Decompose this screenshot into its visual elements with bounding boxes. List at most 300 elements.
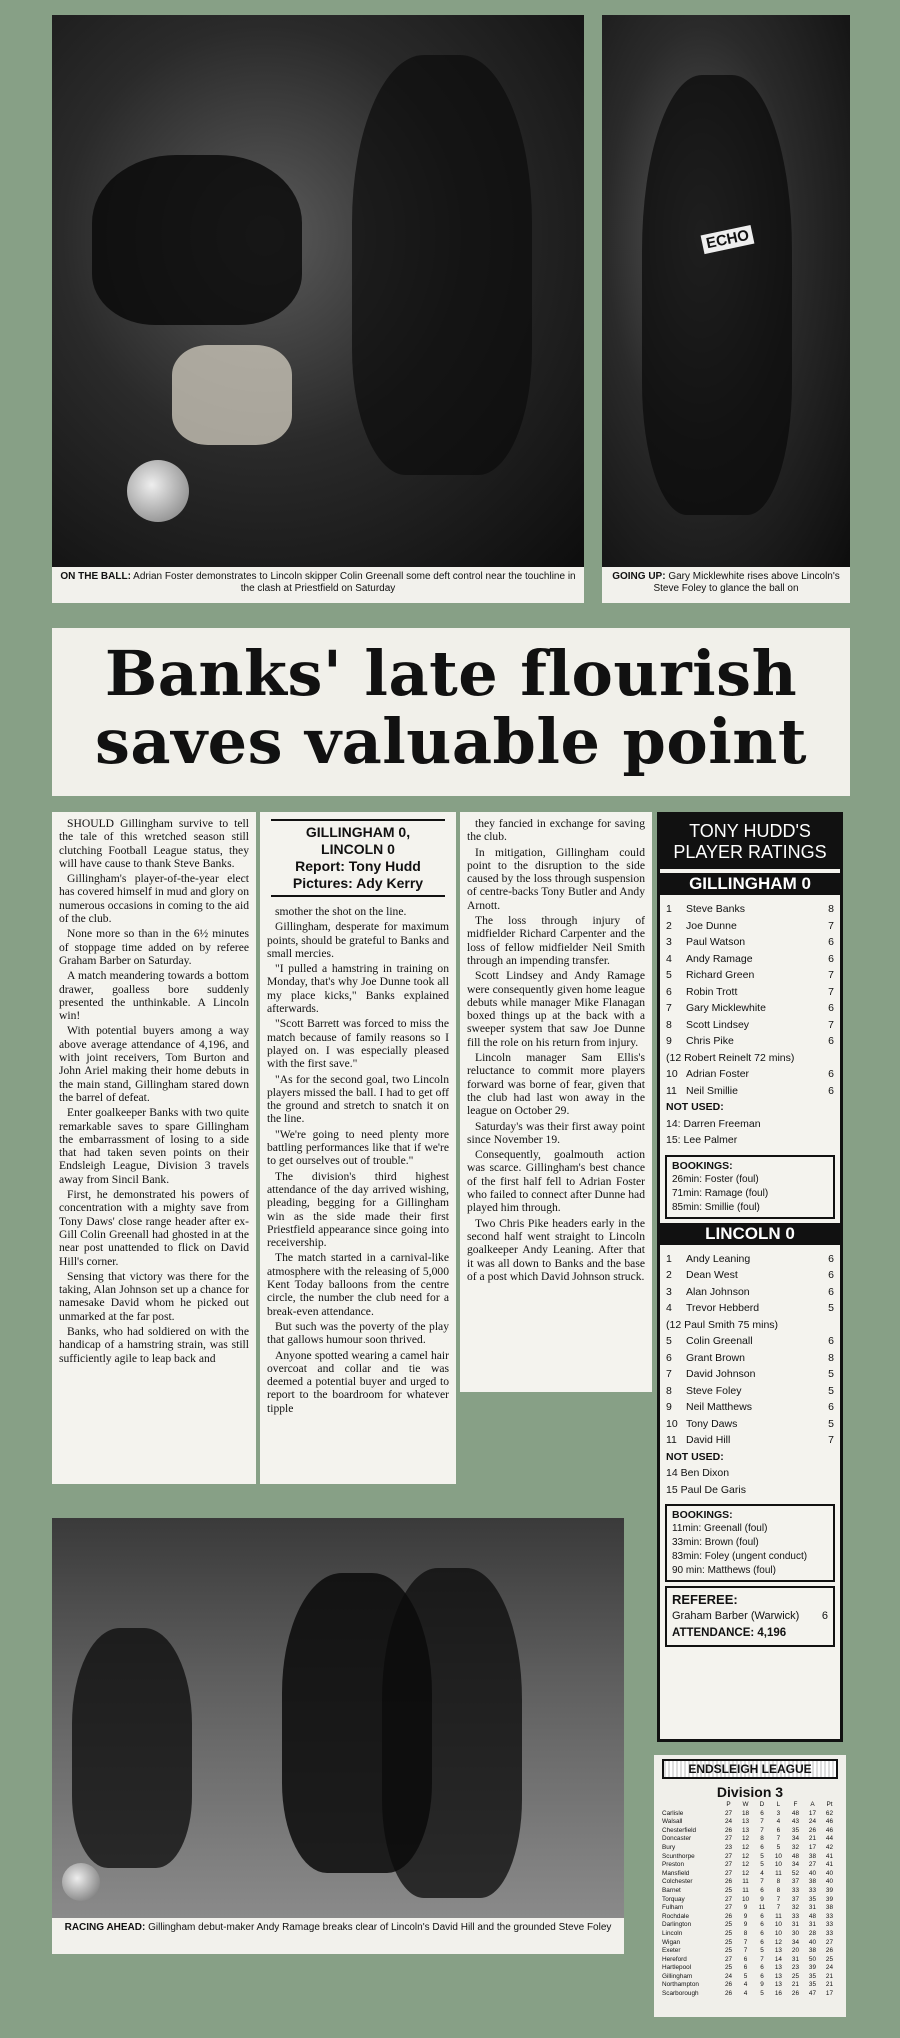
article-paragraph: First, he demonstrated his powers of concentration with a mighty save from Tony Daws' close range header after ex-Gill Colin Greenall had ghosted in at the near post unattended to flick on David Hill's corner. — [59, 1188, 249, 1268]
league-cell: 26 — [724, 1826, 733, 1834]
league-cell: 13 — [741, 1826, 750, 1834]
league-row — [662, 1947, 838, 1956]
photo-on-the-ball — [52, 15, 584, 567]
league-cell: 7 — [743, 1938, 748, 1946]
league-cell: 27 — [724, 1869, 733, 1877]
player-rating: 7 — [828, 969, 834, 981]
byline-score-2: LINCOLN 0 — [321, 841, 395, 857]
home-team-title: GILLINGHAM 0 — [660, 873, 840, 895]
player-number: 4 — [666, 1302, 672, 1314]
league-cell: 7 — [760, 1818, 764, 1826]
league-cell: 52 — [791, 1869, 799, 1877]
league-cell: 48 — [791, 1852, 799, 1860]
player-row — [666, 918, 834, 935]
article-column-3 — [460, 812, 652, 1392]
league-header-cell: F — [793, 1801, 798, 1808]
away-team-title: LINCOLN 0 — [660, 1223, 840, 1245]
league-row — [662, 1844, 838, 1853]
league-cell: Torquay — [662, 1895, 685, 1903]
league-cell: 44 — [825, 1835, 834, 1843]
player-number: 9 — [666, 1035, 672, 1047]
player-name: Robin Trott — [686, 985, 738, 998]
player-rating: 5 — [828, 1384, 834, 1397]
league-cell: 11 — [775, 1912, 782, 1920]
league-cell: 33 — [825, 1929, 834, 1937]
league-cell: 5 — [760, 1947, 764, 1955]
player-name: Andy Leaning — [686, 1252, 751, 1265]
league-cell: 25 — [791, 1972, 799, 1980]
player-row — [666, 1017, 834, 1034]
player-rating: 6 — [828, 1401, 834, 1413]
league-cell: 31 — [791, 1955, 799, 1963]
player-rating: 6 — [828, 1285, 834, 1298]
player-name: David Johnson — [686, 1368, 756, 1380]
league-row — [662, 1981, 838, 1990]
league-row — [662, 1956, 838, 1965]
league-cell: 48 — [808, 1912, 817, 1920]
league-cell: 5 — [743, 1972, 748, 1980]
league-row — [662, 1878, 838, 1887]
league-cell: 6 — [760, 1809, 764, 1817]
player-row — [666, 934, 834, 951]
league-cell: 11 — [742, 1878, 749, 1886]
league-cell: 11 — [742, 1886, 749, 1894]
league-cell: 38 — [808, 1947, 817, 1955]
article-paragraph: None more so than in the 6½ minutes of stoppage time added on by referee Graham Barber on Saturday. — [59, 927, 249, 967]
league-cell: 7 — [776, 1895, 781, 1903]
league-cell: 35 — [808, 1972, 817, 1980]
league-cell: Scarborough — [662, 1990, 699, 1998]
league-cell: 24 — [825, 1964, 834, 1972]
league-cell: Mansfield — [662, 1869, 690, 1877]
league-row — [662, 1887, 838, 1896]
league-cell: 10 — [774, 1861, 782, 1869]
player-rating: 5 — [828, 1302, 834, 1314]
league-cell: 12 — [741, 1852, 750, 1860]
league-cell: 21 — [825, 1981, 834, 1989]
league-cell: 9 — [743, 1921, 748, 1929]
player-row — [666, 1432, 834, 1449]
league-cell: 8 — [776, 1878, 781, 1886]
player-row — [666, 1416, 834, 1433]
away-bookings: BOOKINGS: 11min: Greenall (foul) 33min: Brown (foul) 83min: Foley (ungent conduct) 90 min: Matthews (foul) — [665, 1504, 835, 1582]
player-row — [666, 1284, 834, 1301]
not-used-player: 15: Lee Palmer — [666, 1134, 738, 1146]
byline-pictures: Pictures: Ady Kerry — [292, 875, 424, 891]
article-paragraph: "I pulled a hamstring in training on Monday, that's why Joe Dunne took all my place kicks," Banks explained afterwards. — [267, 962, 449, 1016]
league-cell: 10 — [774, 1852, 782, 1860]
player-number: 1 — [666, 1252, 672, 1265]
player-rating: 7 — [828, 1018, 834, 1031]
player-name: Adrian Foster — [686, 1068, 750, 1080]
booking-entry: 33min: Brown (foul) — [672, 1537, 759, 1548]
away-not-used-label: NOT USED: — [666, 1450, 724, 1463]
caption-on-the-ball: ON THE BALL: Adrian Foster demonstrates to Lincoln skipper Colin Greenall some deft control near the touchline in the clash at Priestfield on Saturday — [52, 567, 584, 603]
league-cell: Hartlepool — [662, 1964, 692, 1972]
league-cell: 17 — [808, 1843, 817, 1851]
league-cell: 40 — [825, 1869, 834, 1877]
league-cell: 62 — [825, 1809, 834, 1817]
league-row — [662, 1818, 838, 1827]
league-cell: 42 — [825, 1843, 834, 1851]
player-row — [666, 967, 834, 984]
player-name: Paul Watson — [686, 936, 746, 948]
league-cell: 8 — [776, 1886, 781, 1894]
league-cell: 46 — [825, 1826, 834, 1834]
league-cell: 9 — [760, 1981, 764, 1989]
league-cell: 39 — [808, 1964, 817, 1972]
league-cell: 38 — [825, 1904, 834, 1912]
player-row — [666, 1350, 834, 1367]
article-paragraph: Enter goalkeeper Banks with two quite remarkable saves to spare Gillingham the embarrassment of losing to a side that had taken seven points on their Endsleigh League, Division 3 travels away from Sincil Bank. — [59, 1106, 249, 1186]
league-cell: Hereford — [662, 1955, 687, 1963]
article-paragraph: Sensing that victory was there for the taking, Alan Johnson set up a chance for namesake David whom he picked out unmarked at the far post. — [59, 1269, 249, 1323]
league-cell: 34 — [791, 1835, 799, 1843]
league-cell: 3 — [776, 1809, 781, 1817]
league-cell: 38 — [808, 1878, 817, 1886]
article-paragraph: smother the shot on the line. — [275, 905, 407, 918]
league-cell: 27 — [724, 1895, 733, 1903]
league-cell: 26 — [724, 1981, 733, 1989]
league-table — [662, 1801, 838, 1999]
league-cell: 37 — [791, 1878, 799, 1886]
league-cell: 7 — [776, 1904, 781, 1912]
league-row — [662, 1930, 838, 1939]
league-row — [662, 1870, 838, 1879]
byline-score-1: GILLINGHAM 0, — [305, 824, 411, 840]
article-paragraph: Gillingham, desperate for maximum points, should be grateful to Banks and small mercies. — [267, 920, 449, 960]
player-row — [666, 1366, 834, 1383]
player-row — [666, 1000, 834, 1017]
article-paragraph: The match started in a carnival-like atmosphere with the releasing of 5,000 Kent Today balloons from the centre circle, the number the club need for a break-even attendance. — [267, 1251, 449, 1318]
football-icon — [62, 1863, 100, 1901]
league-cell: 25 — [724, 1938, 733, 1946]
player-number: 2 — [666, 1269, 672, 1281]
league-cell: 27 — [724, 1955, 733, 1963]
player-rating: 7 — [828, 1434, 834, 1446]
league-cell: 8 — [760, 1835, 764, 1843]
booking-entry: 26min: Foster (foul) — [672, 1173, 759, 1185]
league-cell: 26 — [724, 1878, 733, 1886]
league-cell: 27 — [808, 1861, 817, 1869]
league-cell: Lincoln — [662, 1929, 683, 1937]
player-number: 5 — [666, 969, 672, 981]
league-cell: 27 — [825, 1938, 834, 1946]
league-row — [662, 1964, 838, 1973]
league-cell: 18 — [741, 1809, 750, 1817]
byline-report: Report: Tony Hudd — [295, 858, 421, 874]
player-name: Neil Matthews — [686, 1401, 752, 1413]
league-cell: 5 — [760, 1861, 764, 1869]
player-row — [666, 1251, 834, 1268]
league-cell: 6 — [760, 1921, 764, 1929]
league-cell: 10 — [741, 1895, 750, 1903]
league-cell: Chesterfield — [662, 1826, 697, 1834]
player-name: Neil Smillie — [686, 1084, 738, 1097]
not-used-player: 14: Darren Freeman — [666, 1117, 761, 1130]
league-cell: 40 — [808, 1869, 817, 1877]
player-name: Grant Brown — [686, 1351, 745, 1364]
match-byline — [271, 819, 445, 897]
league-cell: 24 — [724, 1972, 733, 1980]
player-number: 5 — [666, 1335, 672, 1347]
article-paragraph: "As for the second goal, two Lincoln players missed the ball. I had to get off the ground and stretch to snatch it on the line. — [267, 1072, 449, 1126]
league-cell: Walsall — [662, 1818, 683, 1826]
not-used-player: 15 Paul De Garis — [666, 1483, 746, 1496]
player-number: 3 — [666, 936, 672, 948]
league-cell: 25 — [724, 1886, 733, 1894]
player-name: Chris Pike — [686, 1035, 734, 1047]
league-cell: 35 — [808, 1981, 817, 1989]
league-cell: 34 — [791, 1861, 799, 1869]
ratings-title: TONY HUDD'S PLAYER RATINGS — [660, 815, 840, 869]
article-paragraph: Saturday's was their first away point since November 19. — [467, 1119, 645, 1146]
league-cell: 23 — [791, 1964, 799, 1972]
league-row — [662, 1861, 838, 1870]
player-number: 4 — [666, 952, 672, 965]
league-cell: 13 — [774, 1964, 782, 1972]
league-cell: 38 — [808, 1852, 817, 1860]
league-cell: 33 — [791, 1912, 799, 1920]
home-sub-note: (12 Robert Reinelt 72 mins) — [666, 1051, 795, 1064]
league-header-cell: L — [776, 1801, 781, 1808]
league-cell: 47 — [808, 1990, 817, 1998]
league-cell: 5 — [760, 1990, 764, 1998]
league-cell: Preston — [662, 1861, 685, 1869]
headline-line-1: Banks' late flourish — [104, 637, 798, 710]
article-paragraph: "We're going to need plenty more battling performances like that if we're to get ourselves out of trouble." — [267, 1127, 449, 1168]
league-cell: 13 — [774, 1972, 782, 1980]
player-number: 11 — [666, 1434, 677, 1446]
player-rating: 6 — [828, 952, 834, 965]
league-cell: 4 — [760, 1869, 764, 1877]
player-rating: 8 — [828, 903, 834, 915]
player-rating: 6 — [828, 1002, 834, 1014]
league-cell: 21 — [791, 1981, 799, 1989]
player-number: 7 — [666, 1368, 672, 1380]
booking-entry: 11min: Greenall (foul) — [672, 1523, 768, 1534]
league-row — [662, 1835, 838, 1844]
player-name: Steve Banks — [686, 903, 745, 915]
league-cell: 5 — [776, 1843, 781, 1851]
league-cell: 11 — [758, 1904, 766, 1912]
league-cell: 12 — [774, 1938, 782, 1946]
league-cell: 13 — [774, 1981, 782, 1989]
league-cell: 7 — [776, 1835, 781, 1843]
league-cell: 20 — [791, 1947, 799, 1955]
league-row — [662, 1939, 838, 1948]
league-header-cell: Pt — [826, 1801, 833, 1808]
league-cell: 30 — [791, 1929, 799, 1937]
league-cell: 32 — [791, 1904, 799, 1912]
player-row — [666, 1066, 834, 1083]
league-cell: 16 — [774, 1990, 782, 1998]
league-cell: 46 — [825, 1818, 834, 1826]
player-row — [666, 951, 834, 968]
league-cell: 9 — [760, 1895, 764, 1903]
league-cell: 26 — [808, 1826, 817, 1834]
league-row — [662, 1827, 838, 1836]
league-cell: 50 — [808, 1955, 817, 1963]
league-cell: 33 — [791, 1886, 799, 1894]
player-rating: 5 — [828, 1417, 834, 1430]
league-cell: 31 — [791, 1921, 799, 1929]
league-cell: 6 — [760, 1972, 764, 1980]
player-rating: 8 — [828, 1351, 834, 1364]
league-cell: 13 — [774, 1947, 782, 1955]
article-paragraph: "Scott Barrett was forced to miss the match because of family reasons so I played on. I was especially pleased with the first save." — [267, 1017, 449, 1071]
league-cell: 6 — [776, 1826, 781, 1834]
league-row — [662, 1853, 838, 1862]
league-cell: 6 — [743, 1955, 748, 1963]
referee-name: Graham Barber (Warwick) — [672, 1610, 800, 1622]
player-name: Gary Micklewhite — [686, 1002, 766, 1014]
league-cell: 26 — [825, 1947, 834, 1955]
article-paragraph: The division's third highest attendance of the day arrived wishing, pleading, begging for a Gillingham win as the side made their first Priestfield appearance since going into receivership. — [267, 1169, 449, 1250]
player-number: 8 — [666, 1018, 672, 1031]
league-cell: 33 — [825, 1921, 834, 1929]
player-number: 7 — [666, 1002, 672, 1014]
league-row — [662, 1990, 838, 1999]
article-paragraph: Gillingham's player-of-the-year elect has covered himself in mud and glory on numerous occasions in coming to the aid of the club. — [59, 872, 249, 926]
home-player-list — [660, 899, 840, 1151]
attendance: ATTENDANCE: 4,196 — [672, 1627, 787, 1639]
league-cell: 6 — [760, 1938, 764, 1946]
player-name: Dean West — [686, 1269, 738, 1281]
article-paragraph: A match meandering towards a bottom drawer, goalless bore suddenly presented the unthinkable. A Lincoln win! — [59, 969, 249, 1023]
player-rating: 6 — [828, 1252, 834, 1265]
article-paragraph: The loss through injury of midfielder Richard Carpenter and the loss of fellow midfielder Neil Smith through an impending transfer. — [467, 914, 645, 967]
league-row — [662, 1913, 838, 1922]
league-cell: 10 — [774, 1921, 782, 1929]
league-cell: 11 — [775, 1869, 782, 1877]
division-title: Division 3 — [716, 1784, 784, 1800]
league-cell: 4 — [743, 1981, 748, 1989]
player-rating: 6 — [828, 1269, 834, 1281]
player-row — [666, 1267, 834, 1284]
league-cell: 43 — [791, 1818, 799, 1826]
player-row — [666, 1300, 834, 1317]
league-cell: Bury — [662, 1843, 676, 1851]
player-number: 10 — [666, 1068, 678, 1080]
league-cell: 5 — [760, 1852, 764, 1860]
league-cell: 41 — [825, 1861, 834, 1869]
league-cell: 32 — [791, 1843, 799, 1851]
player-rating: 5 — [828, 1368, 834, 1380]
referee-rating: 6 — [821, 1610, 828, 1622]
player-rating: 6 — [828, 1068, 834, 1080]
article-column-1 — [52, 812, 256, 1484]
player-number: 10 — [666, 1417, 678, 1430]
player-row — [666, 1383, 834, 1400]
league-cell: 12 — [741, 1835, 750, 1843]
league-cell: 37 — [791, 1895, 799, 1903]
player-number: 3 — [666, 1285, 672, 1298]
player-name: Andy Ramage — [686, 952, 753, 965]
article-paragraph: But such was the poverty of the play that gallows humour soon thrived. — [267, 1319, 449, 1347]
caption-racing-ahead: RACING AHEAD: Gillingham debut-maker Andy Ramage breaks clear of Lincoln's David Hill and the grounded Steve Foley — [52, 1918, 624, 1954]
league-cell: 6 — [760, 1886, 764, 1894]
league-header-cell: A — [810, 1801, 815, 1808]
league-cell: 17 — [808, 1809, 817, 1817]
league-cell: 6 — [760, 1929, 764, 1937]
player-row — [666, 901, 834, 918]
player-ratings-panel — [657, 812, 843, 1742]
league-cell: 25 — [724, 1929, 733, 1937]
league-cell: 21 — [808, 1835, 817, 1843]
booking-entry: 71min: Ramage (foul) — [672, 1187, 769, 1199]
player-row — [666, 1033, 834, 1050]
league-cell: 40 — [825, 1878, 834, 1886]
player-row — [666, 984, 834, 1001]
league-title: ENDSLEIGH LEAGUE — [662, 1759, 838, 1779]
league-cell: Wigan — [662, 1938, 681, 1946]
league-cell: Colchester — [662, 1878, 693, 1886]
league-cell: 27 — [724, 1809, 733, 1817]
league-cell: 25 — [724, 1947, 733, 1955]
player-number: 6 — [666, 985, 672, 998]
article-paragraph: Scott Lindsey and Andy Ramage were consequently given home league debuts while manager Mike Flanagan boxed things up at the back with a sweeper system that saw Joe Dunne fill the role on his return from injury. — [467, 969, 645, 1049]
league-cell: 25 — [724, 1921, 733, 1929]
league-header-cell: D — [759, 1801, 765, 1808]
home-bookings: BOOKINGS: 26min: Foster (foul) 71min: Ramage (foul) 85min: Smillie (foul) — [665, 1155, 835, 1219]
article-paragraph: Consequently, goalmouth action was scarce. Gillingham's best chance of the first half fell to Adrian Foster who failed to connect after Dunne had played him through. — [467, 1148, 645, 1215]
league-header-cell: P — [726, 1801, 731, 1808]
article-paragraph: they fancied in exchange for saving the club. — [467, 817, 645, 844]
league-cell: 7 — [760, 1878, 764, 1886]
league-cell: Fulham — [662, 1904, 684, 1912]
player-name: Scott Lindsey — [686, 1018, 750, 1031]
league-cell: 21 — [825, 1972, 834, 1980]
league-cell: Carlisle — [662, 1809, 684, 1817]
league-cell: 7 — [760, 1955, 764, 1963]
league-cell: 26 — [791, 1990, 799, 1998]
article-paragraph: Anyone spotted wearing a camel hair overcoat and collar and tie was deemed a potential buyer and urged to report to the boardroom for whatever tipple — [267, 1348, 449, 1415]
player-number: 8 — [666, 1384, 672, 1397]
booking-entry: 90 min: Matthews (foul) — [672, 1565, 776, 1576]
headline-line-2: saves valuable point — [95, 705, 807, 778]
league-row — [662, 1904, 838, 1913]
league-cell: 26 — [724, 1990, 733, 1998]
article-paragraph: Two Chris Pike headers early in the second half went straight to Lincoln goalkeeper Andy Leaning. After that it was all down to Banks and the base of a post which David Johnson struck. — [467, 1216, 645, 1283]
league-cell: 8 — [743, 1929, 748, 1937]
player-row — [666, 1399, 834, 1416]
league-cell: 6 — [743, 1964, 748, 1972]
league-cell: 23 — [724, 1843, 733, 1851]
league-cell: 9 — [743, 1912, 748, 1920]
photo-racing-ahead — [52, 1518, 624, 1918]
headline — [52, 628, 850, 796]
league-cell: 12 — [741, 1861, 750, 1869]
league-cell: 24 — [724, 1818, 733, 1826]
league-cell: Scunthorpe — [662, 1852, 695, 1860]
league-cell: Darlington — [662, 1921, 692, 1929]
player-name: Trevor Hebberd — [686, 1302, 760, 1314]
article-paragraph: Lincoln manager Sam Ellis's reluctance to commit more players forward was borne of fear, given that the club had last won away in the league on October 29. — [467, 1051, 645, 1118]
league-row — [662, 1973, 838, 1982]
article-paragraph: SHOULD Gillingham survive to tell the tale of this wretched season still clutching Football League status, they will have cause to thank Steve Banks. — [59, 817, 249, 870]
player-name: Colin Greenall — [686, 1335, 753, 1347]
league-cell: 39 — [825, 1886, 834, 1894]
league-cell: Doncaster — [662, 1835, 692, 1843]
player-number: 1 — [666, 903, 672, 915]
player-name: Joe Dunne — [686, 919, 737, 932]
football-icon — [127, 460, 189, 522]
player-number: 6 — [666, 1351, 672, 1364]
booking-entry: 83min: Foley (ungent conduct) — [672, 1551, 808, 1562]
league-table-panel — [654, 1755, 846, 2017]
league-cell: 7 — [743, 1947, 748, 1955]
